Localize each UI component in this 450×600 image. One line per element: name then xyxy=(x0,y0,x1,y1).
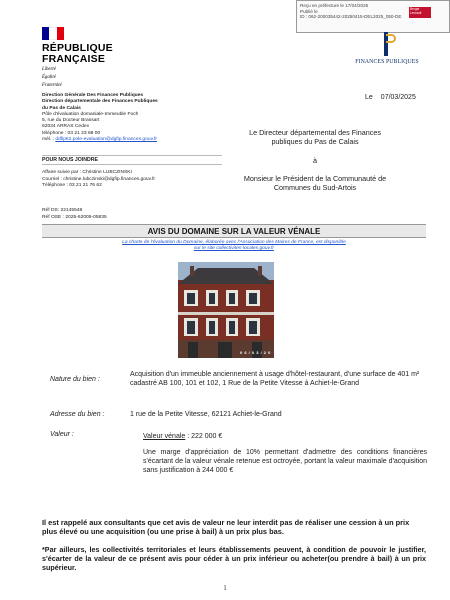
sender-pole: Pôle d'évaluation domaniale-Immeuble Foch xyxy=(42,111,139,117)
to-line-2: Communes du Sud-Artois xyxy=(273,182,357,192)
sender-email-link[interactable]: ddfip62.pole-evaluation@dgfip.finances.gouv.fr xyxy=(55,137,157,143)
finances-publiques-text: FINANCES PUBLIQUES xyxy=(355,59,419,65)
logo-republique: RÉPUBLIQUE xyxy=(42,42,113,54)
logo-motto-egalite: Égalité xyxy=(42,74,56,80)
republique-francaise-logo xyxy=(42,27,132,88)
charte-line-1[interactable]: La charte de l'évaluation du Domaine, élaborée avec l'Association des Maires de France, est disponible xyxy=(122,240,346,245)
contact-email: Courriel : christine.lubczinski@dgfip.finances.gouv.fr xyxy=(42,176,156,182)
contact-heading: POUR NOUS JOINDRE xyxy=(42,155,222,165)
stamp-received: Reçu en préfecture le 17/04/2025 xyxy=(300,3,369,8)
nature-label: Nature du bien : xyxy=(50,376,100,383)
nature-value: Acquisition d'un immeuble anciennement à usage d'hôtel-restaurant, d'une surface de 401 m² cadastré AB 100, 101 et 102, 1 Rue de la Petite Vitesse à Achiet-le-Grand xyxy=(130,371,420,387)
address-value: 1 rue de la Petite Vitesse, 62121 Achiet-le-Grand xyxy=(130,411,282,418)
marianne-flag-icon xyxy=(42,27,64,40)
document-title: AVIS DU DOMAINE SUR LA VALEUR VÉNALE xyxy=(42,224,426,238)
sender-block xyxy=(42,93,232,143)
logo-motto-liberte: Liberté xyxy=(42,67,56,72)
ref-ds: Réf DS: 22145548 xyxy=(42,208,83,213)
sender-street: 5, rue du Docteur Brassart xyxy=(42,118,100,124)
logo-francaise: FRANÇAISE xyxy=(42,53,106,65)
date-value: 07/03/2025 xyxy=(380,94,416,101)
sender-city: 62034 ARRAS Cedex xyxy=(42,124,90,130)
date-label: Le xyxy=(365,94,373,101)
address-label: Adresse du bien : xyxy=(50,411,105,418)
recipient-block xyxy=(210,128,420,192)
document-date xyxy=(365,94,416,101)
sender-ddfip: Direction départementale des Finances Publiques xyxy=(42,99,158,105)
valeur-venale-term: Valeur vénale xyxy=(143,433,186,440)
par-ailleurs-paragraph: *Par ailleurs, les collectivités territoriales et leurs établissements peuvent, à condition de pouvoir le justifier, s'écarter de la valeur de ce présent avis pour céder à un prix inférieur ou acheter(ou prendre à bail) à un prix supérieur. xyxy=(42,545,426,572)
value-label: Valeur : xyxy=(50,431,74,438)
building-photo xyxy=(178,262,274,358)
from-line-2: publiques du Pas de Calais xyxy=(271,137,359,147)
charte-link[interactable] xyxy=(42,240,426,253)
value-amount xyxy=(143,432,222,441)
recipient-a: à xyxy=(313,156,317,166)
charte-line-2[interactable]: sur le site collectivites-locales.gouv.fr xyxy=(193,246,275,252)
sender-mail-label: mél. : xyxy=(42,137,56,143)
ref-ose: Réf OSE : 2025-62005-05835 xyxy=(42,214,107,220)
finances-publiques-icon xyxy=(377,32,397,56)
photo-timestamp: 0 6 / 0 3 / 2 0 xyxy=(240,350,271,355)
valeur-venale-amount: : 222 000 € xyxy=(185,433,223,440)
margin-paragraph: Une marge d'appréciation de 10% permettant d'admettre des conditions financières s'écartant de la valeur vénale retenue est octroyée, portant la valeur maximale d'acquisition sans justification à 244 000 € xyxy=(143,449,427,474)
finances-publiques-logo xyxy=(345,32,429,65)
from-line-1: Le Directeur départemental des Finances xyxy=(249,128,381,137)
sender-department: du Pas de Calais xyxy=(42,105,81,111)
reminder-paragraph: Il est rappelé aux consultants que cet avis de valeur ne leur interdit pas de réaliser une cession à un prix plus élevé ou une acquisition (ou une prise à bail) à un prix plus bas. xyxy=(42,518,410,536)
stamp-published: Publié le xyxy=(300,8,318,14)
stamp-id: ID : 062-200035442-20250415-DEL2025_050-DE xyxy=(300,14,402,20)
contact-followed-by: Affaire suivie par : Christine LUBCZINSKI xyxy=(42,170,132,175)
sender-dgfip: Direction Générale Des Finances Publiques xyxy=(42,93,144,98)
reception-stamp xyxy=(296,0,450,33)
stamp-badge: Berger Levrault xyxy=(409,7,431,18)
page-number: 1 xyxy=(223,584,227,592)
contact-phone: Téléphone : 03 21 21 76 62 xyxy=(42,183,102,189)
to-line-1: Monsieur le Président de la Communauté de xyxy=(243,173,387,183)
references-block xyxy=(42,208,222,221)
sender-phone: téléphone : 03 21 23 68 00 xyxy=(42,130,101,136)
logo-motto-fraternite: Fraternité xyxy=(42,82,62,88)
